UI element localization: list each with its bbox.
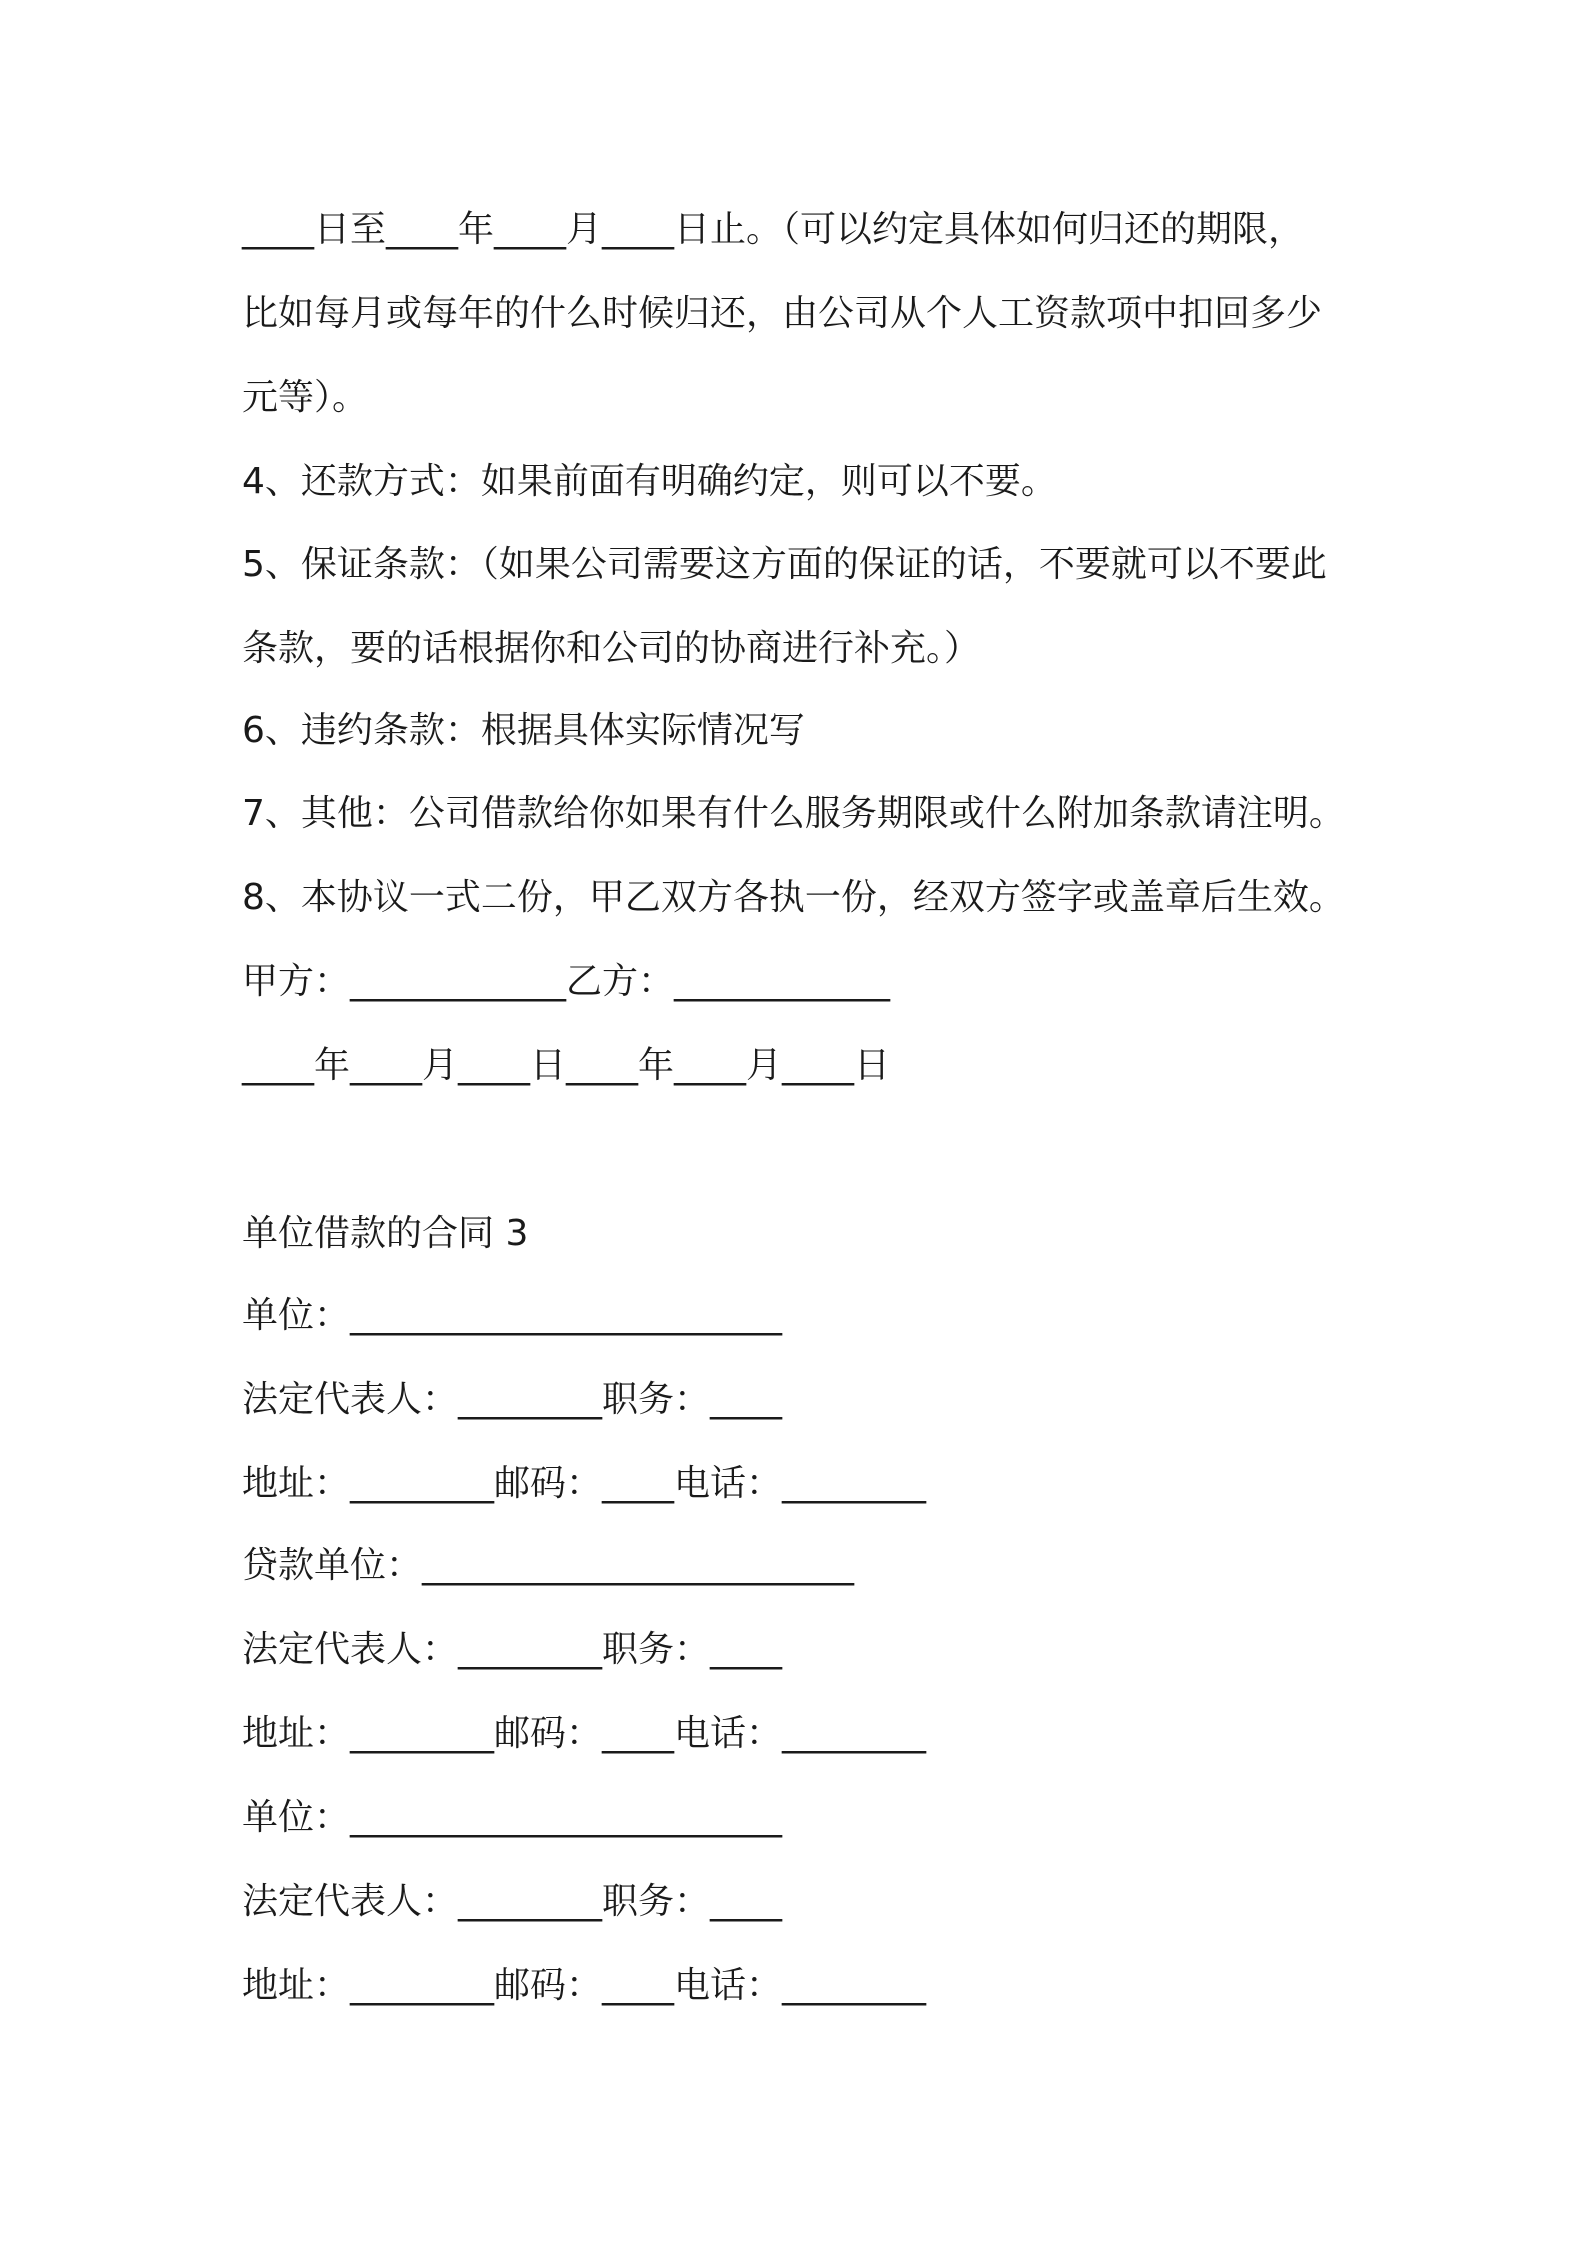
text-line: 5、保证条款：（如果公司需要这方面的保证的话，不要就可以不要此 [242,544,1327,585]
text-line: 比如每月或每年的什么时候归还，由公司从个人工资款项中扣回多少 [242,293,1323,334]
text-line: ____日至____年____月____日止。（可以约定具体如何归还的期限， [242,209,1305,250]
form-line: 法定代表人：________职务：____ [242,1881,783,1922]
signature-line: 甲方：____________乙方：____________ [242,961,891,1002]
form-line: 地址：________邮码：____电话：________ [242,1713,927,1754]
form-line: 贷款单位：________________________ [242,1545,855,1586]
form-line: 法定代表人：________职务：____ [242,1379,783,1420]
text-line: 4、还款方式：如果前面有明确约定，则可以不要。 [242,461,1057,502]
form-line: 单位：________________________ [242,1797,783,1838]
text-line: 条款，要的话根据你和公司的协商进行补充。） [242,628,981,669]
text-line: 元等）。 [242,377,369,418]
text-line: 7、其他：公司借款给你如果有什么服务期限或什么附加条款请注明。 [242,793,1345,834]
form-line: 法定代表人：________职务：____ [242,1629,783,1670]
form-line: 单位：________________________ [242,1295,783,1336]
text-line: 6、违约条款：根据具体实际情况写 [242,710,805,751]
form-line: 地址：________邮码：____电话：________ [242,1463,927,1504]
section-title: 单位借款的合同 3 [242,1213,529,1254]
text-line: 8、本协议一式二份，甲乙双方各执一份，经双方签字或盖章后生效。 [242,877,1345,918]
form-line: 地址：________邮码：____电话：________ [242,1965,927,2006]
date-line: ____年____月____日____年____月____日 [242,1045,890,1086]
